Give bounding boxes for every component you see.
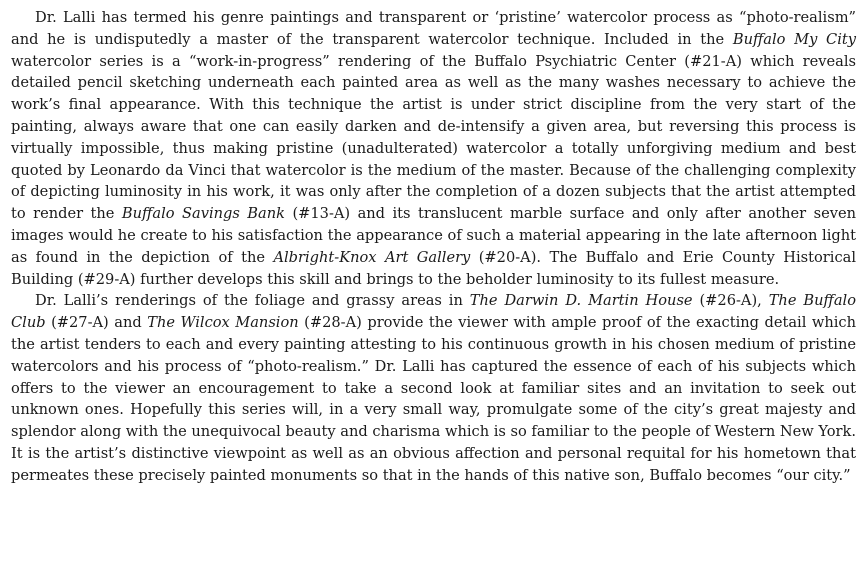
title-buffalo-club: The Buffalo Club [11, 292, 861, 332]
title-buffalo-savings-bank: Buffalo Savings Bank [121, 205, 285, 223]
text-segment: (#26-A), [692, 292, 769, 310]
text-segment: (#27-A) and [45, 314, 148, 332]
paragraph-foliage-renderings [11, 290, 861, 486]
series-title-buffalo-my-city: Buffalo My City [732, 30, 857, 48]
text-segment: (#13-A) and its translucent marble surface and only after another seven images would he create to his satisfaction the appearance of such a material appearing in the late afternoon light as found in the depiction of the [11, 205, 861, 266]
title-albright-knox-art-gallery: Albright-Knox Art Gallery [273, 248, 471, 266]
document-page [11, 7, 861, 487]
paragraph-watercolor-technique [11, 7, 861, 290]
text-segment: (#28-A) provide the viewer with ample proof of the exacting detail which the artist tenders to each and every painting attesting to his continuous growth in his chosen medium of pristine watercolors and his process of “photo-realism.” Dr. Lalli has captured the essence of each of his subjects which offers to the viewer an encouragement to take a second look at familiar sites and an invitation to seek out unknown ones. Hopefully this series will, in a very small way, promulgate some of the city’s great majesty and splendor along with the unequivocal beauty and charisma which is so familiar to the people of Western New York. It is the artist’s distinctive viewpoint as well as an obvious affection and personal requital for his hometown that permeates these precisely painted monuments so that in the hands of this native son, Buffalo becomes “our city.” [11, 314, 861, 484]
text-segment: Dr. Lalli’s renderings of the foliage and grassy areas in [35, 292, 470, 310]
title-wilcox-mansion: The Wilcox Mansion [147, 314, 299, 332]
text-segment: (#20-A). The Buffalo and Erie County Historical Building (#29-A) further develops this skill and brings to the beholder luminosity to its fullest measure. [11, 248, 861, 288]
text-segment: Dr. Lalli has termed his genre paintings and transparent or ‘pristine’ watercolor process as “photo-realism” and he is undisputedly a master of the transparent watercolor technique. Included in the [11, 9, 861, 48]
text-segment: watercolor series is a “work-in-progress” rendering of the Buffalo Psychiatric Center (#21-A) which reveals detailed pencil sketching underneath each painted area as well as the many washes necessary to achieve the work’s final appearance. With this technique the artist is under strict discipline from the very start of the painting, always aware that one can easily darken and de-intensify a given area, but reversing this process is virtually impossible, thus making pristine (unadulterated) watercolor a totally unforgiving medium and best quoted by Leonardo da Vinci that watercolor is the medium of the master. Because of the challenging complexity of depicting luminosity in his work, it was only after the completion of a dozen subjects that the artist attempted to render the [11, 30, 861, 223]
title-darwin-martin-house: The Darwin D. Martin House [469, 292, 693, 310]
